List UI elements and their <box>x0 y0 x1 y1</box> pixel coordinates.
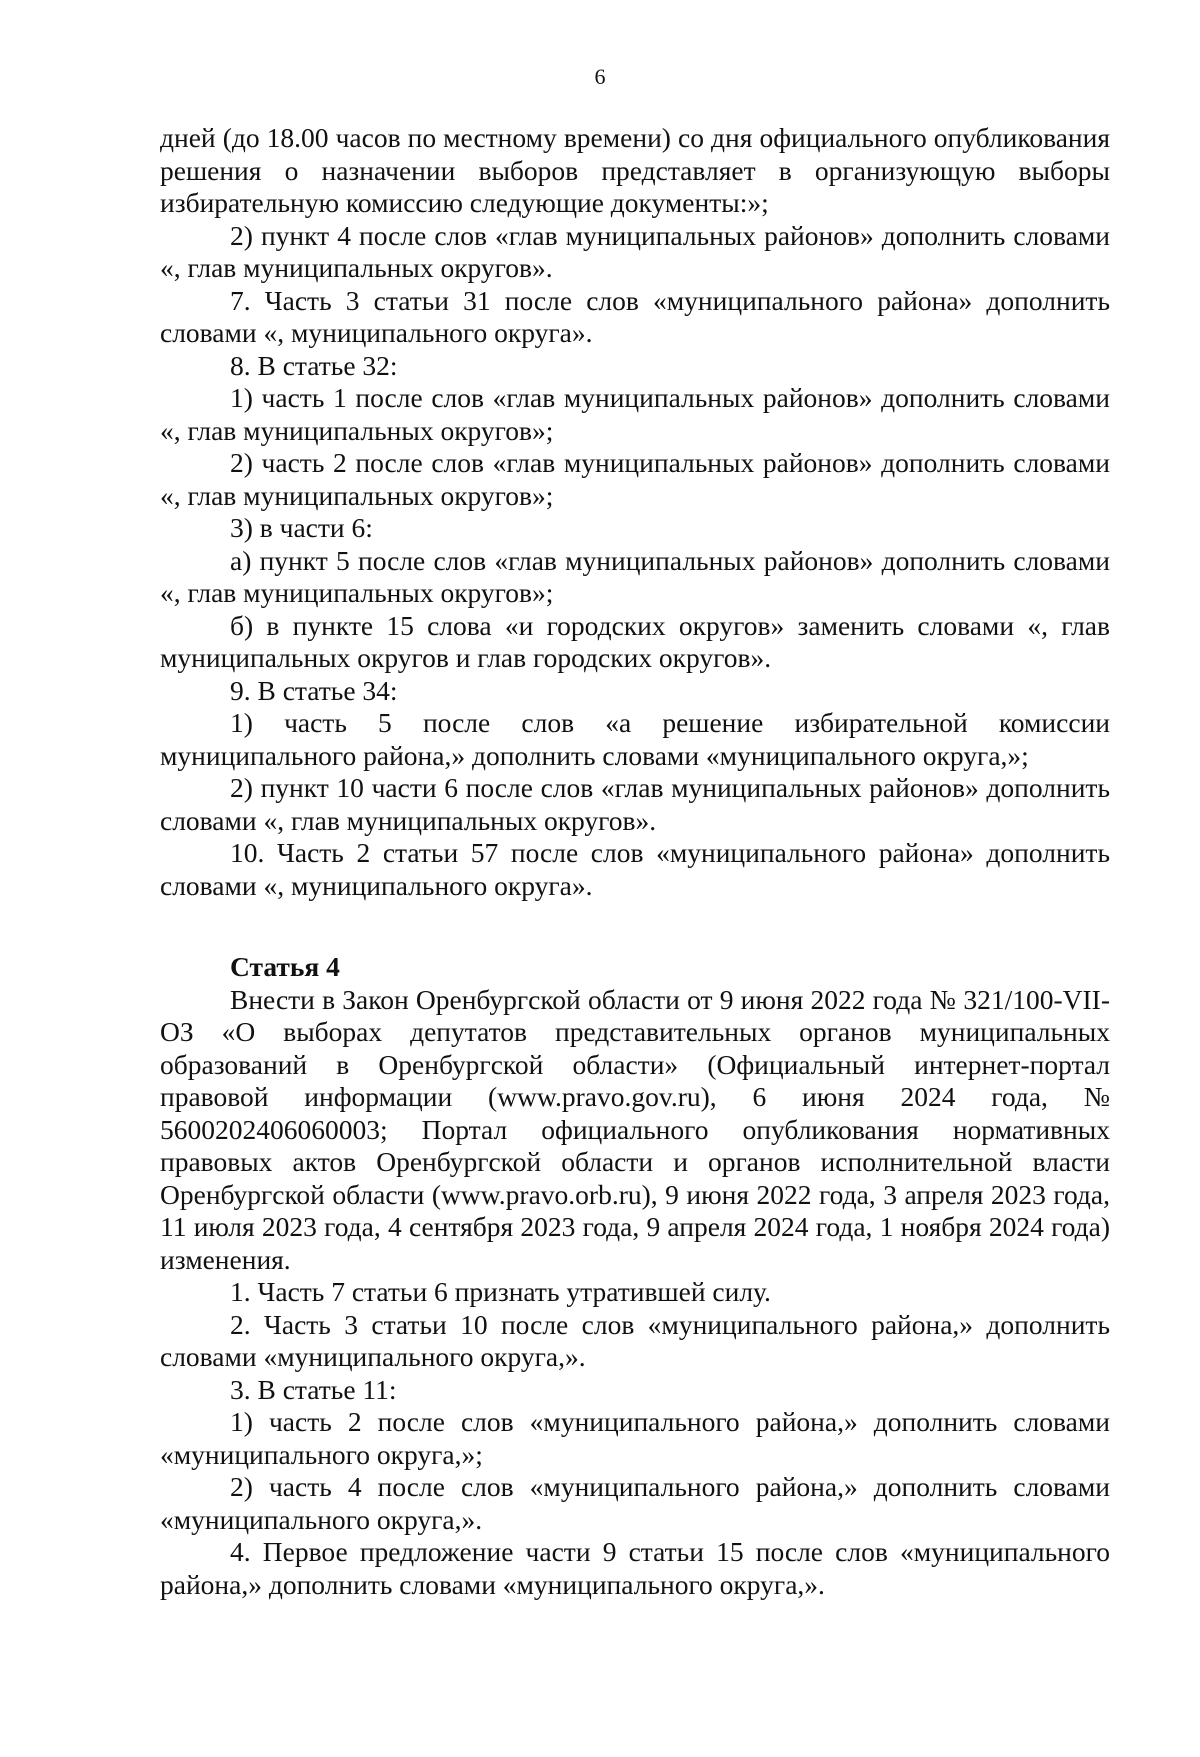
paragraph: 3) в части 6: <box>230 512 373 543</box>
paragraph: 8. В статье 32: <box>230 349 398 381</box>
paragraph: 1. Часть 7 статьи 6 признать утратившей силу. <box>230 1276 771 1307</box>
paragraph: 1) часть 1 после слов «глав муниципальных районов» дополнить словами «, глав муниципальных округов»; <box>160 382 1110 446</box>
paragraph: 7. Часть 3 статьи 31 после слов «муниципального района» дополнить словами «, муниципального округа». <box>160 284 1110 348</box>
paragraph: 10. Часть 2 статьи 57 после слов «муниципального района» дополнить словами «, муниципального округа». <box>160 837 1110 901</box>
paragraph: Внести в Закон Оренбургской области от 9 июня 2022 года № 321/100-VII-ОЗ «О выборах депутатов представительных органов муниципальных образований в Оренбургской области» (Официальный интернет-портал правовой информации (www.pravo.gov.ru), 6 июня 2024 года, № 5600202406060003; Портал официального опубликования нормативных правовых актов Оренбургской области и органов исполнительной власти Оренбургской области (www.pravo.orb.ru), 9 июня 2022 года, 3 апреля 2023 года, 11 июля 2023 года, 4 сентября 2023 года, 9 апреля 2024 года, 1 ноября 2024 года) изменения. <box>160 983 1110 1275</box>
paragraph: 3. В статье 11: <box>230 1373 397 1405</box>
paragraph: 1) часть 5 после слов «а решение избирательной комиссии муниципального района,» дополнить словами «муниципального округа,»; <box>160 707 1110 771</box>
paragraph: 2) пункт 4 после слов «глав муниципальных районов» дополнить словами «, глав муниципальных округов». <box>160 219 1110 283</box>
section-gap <box>160 902 1110 951</box>
paragraph: 1) часть 2 после слов «муниципального района,» дополнить словами «муниципального округа,»; <box>160 1406 1110 1470</box>
paragraph: 9. В статье 34: <box>230 674 398 706</box>
paragraph: 2) часть 2 после слов «глав муниципальных районов» дополнить словами «, глав муниципальных округов»; <box>160 447 1110 511</box>
paragraph: 2) пункт 10 части 6 после слов «глав муниципальных районов» дополнить словами «, глав муниципальных округов». <box>160 772 1110 836</box>
paragraph: дней (до 18.00 часов по местному времени) со дня официального опубликования решения о назначении выборов представляет в организующую выборы избирательную комиссию следующие документы:»; <box>160 122 1110 218</box>
paragraph: а) пункт 5 после слов «глав муниципальных районов» дополнить словами «, глав муниципальных округов»; <box>160 544 1110 608</box>
page-number: 6 <box>594 64 606 89</box>
paragraph: 2) часть 4 после слов «муниципального района,» дополнить словами «муниципального округа,». <box>160 1471 1110 1535</box>
article-heading: Статья 4 <box>230 951 340 982</box>
paragraph: 2. Часть 3 статьи 10 после слов «муниципального района,» дополнить словами «муниципального округа,». <box>160 1308 1110 1372</box>
paragraph: 4. Первое предложение части 9 статьи 15 после слов «муниципального района,» дополнить словами «муниципального округа,». <box>160 1536 1110 1600</box>
document-body <box>160 122 1110 1601</box>
paragraph: б) в пункте 15 слова «и городских округов» заменить словами «, глав муниципальных округов и глав городских округов». <box>160 609 1110 673</box>
